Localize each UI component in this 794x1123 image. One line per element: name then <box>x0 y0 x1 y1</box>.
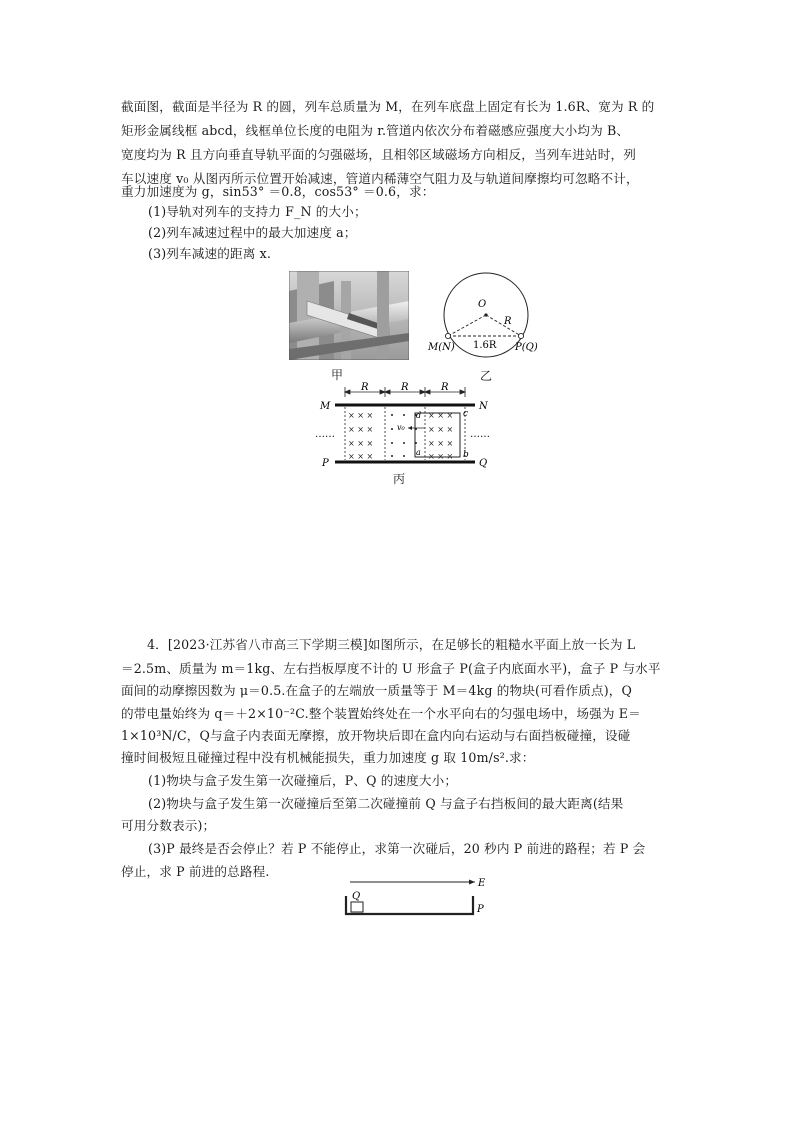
problem3-line-4: 车以速度 v₀ 从图丙所示位置开始减速，管道内稀薄空气阻力及与轨道间摩擦均可忽略不计， <box>121 171 639 186</box>
bing-label-R2: R <box>401 382 409 393</box>
bing-label-M: M <box>320 401 331 412</box>
yi-label-MN: M(N) <box>428 342 455 353</box>
problem3-question-3: (3)列车减速的距离 x. <box>148 246 272 261</box>
problem3-question-1: (1)导轨对列车的支持力 F_N 的大小； <box>148 204 367 219</box>
problem3-line-5: 重力加速度为 g，sin53° ＝0.8，cos53° ＝0.6，求： <box>121 184 435 199</box>
bing-label-P: P <box>322 458 329 469</box>
figure-jia-label: 甲 <box>331 368 344 382</box>
problem3-line-3: 宽度均为 R 且方向垂直导轨平面的匀强磁场，且相邻区域磁场方向相反，当列车进站时，列 <box>121 147 636 162</box>
bing-label-v0: v₀ <box>397 423 405 432</box>
yi-label-PQ: P(Q) <box>515 342 538 353</box>
problem4-line-4: 的带电量始终为 q＝＋2×10⁻²C.整个装置始终处在一个水平向右的匀强电场中，场强为 E＝ <box>121 706 641 721</box>
problem4-question-3-cont: 停止，求 P 前进的总路程. <box>121 864 270 879</box>
bing-label-N: N <box>479 401 488 412</box>
bing-label-b: b <box>463 450 469 460</box>
svg-text:× × ×: × × × <box>348 452 374 461</box>
problem4-line-5: 1×10³N/C，Q与盒子内表面无摩擦，放开物块后即在盒内向右运动与右面挡板碰撞，设碰 <box>121 728 631 743</box>
p4-label-Q: Q <box>352 891 361 902</box>
problem4-question-2: (2)物块与盒子发生第一次碰撞后至第二次碰撞前 Q 与盒子右挡板间的最大距离(结果 <box>148 796 624 811</box>
svg-text:× × ×: × × × <box>428 452 454 461</box>
bing-label-d: d <box>416 411 422 420</box>
problem4-question-1: (1)物块与盒子发生第一次碰撞后，P、Q 的速度大小； <box>148 773 458 788</box>
problem3-question-2: (2)列车减速过程中的最大加速度 a； <box>148 225 357 240</box>
problem4-line-3: 面间的动摩擦因数为 μ＝0.5.在盒子的左端放一质量等于 M＝4kg 的物块(可看作质点)，Q <box>121 683 633 698</box>
bing-dots-right: …… <box>470 429 490 440</box>
bing-label-c: c <box>463 409 469 419</box>
svg-text:× × ×: × × × <box>428 439 454 448</box>
svg-text:× × ×: × × × <box>348 439 374 448</box>
svg-text:× × ×: × × × <box>428 411 454 420</box>
figure-yi-cross-section <box>425 268 550 364</box>
problem4-line-2: ＝2.5m、质量为 m＝1kg、左右挡板厚度不计的 U 形盒子 P(盒子内底面水平)，盒子 P 与水平 <box>121 661 661 676</box>
problem4-question-3: (3)P 最终是否会停止？若 P 不能停止，求第一次碰后，20 秒内 P 前进的路程；若 P 会 <box>148 841 646 856</box>
svg-text:× × ×: × × × <box>348 425 374 434</box>
problem4-line-6: 撞时间极短且碰撞过程中没有机械能损失，重力加速度 g 取 10m/s².求： <box>121 750 535 765</box>
figure-yi-label: 乙 <box>480 369 493 383</box>
figure-jia-train-photo <box>289 271 409 360</box>
figure-bing-label: 丙 <box>393 472 406 486</box>
svg-text:× × ×: × × × <box>348 411 374 420</box>
bing-label-R1: R <box>361 382 369 393</box>
svg-text:× × ×: × × × <box>428 425 454 434</box>
bing-label-R3: R <box>441 382 449 393</box>
bing-label-a: a <box>416 448 421 457</box>
problem3-line-1: 截面图，截面是半径为 R 的圆，列车总质量为 M，在列车底盘上固定有长为 1.6R、宽为 R 的 <box>121 99 655 114</box>
figure-bing-field-diagram <box>310 380 500 470</box>
bing-dots-left: …… <box>315 429 335 440</box>
yi-label-R: R <box>504 316 512 327</box>
problem3-line-2: 矩形金属线框 abcd，线框单位长度的电阻为 r.管道内依次分布着磁感应强度大小均为 B、 <box>121 123 630 138</box>
problem4-line-1: 4．[2023·江苏省八市高三下学期三模]如图所示，在足够长的粗糙水平面上放一长为 L <box>147 637 636 652</box>
yi-label-O: O <box>478 299 487 310</box>
figure-problem4-box <box>340 872 500 922</box>
bing-label-Q: Q <box>479 458 488 469</box>
yi-label-length: 1.6R <box>473 340 497 351</box>
p4-label-E: E <box>478 878 486 889</box>
p4-label-P: P <box>477 904 484 915</box>
problem4-question-2-cont: 可用分数表示)； <box>121 818 216 833</box>
